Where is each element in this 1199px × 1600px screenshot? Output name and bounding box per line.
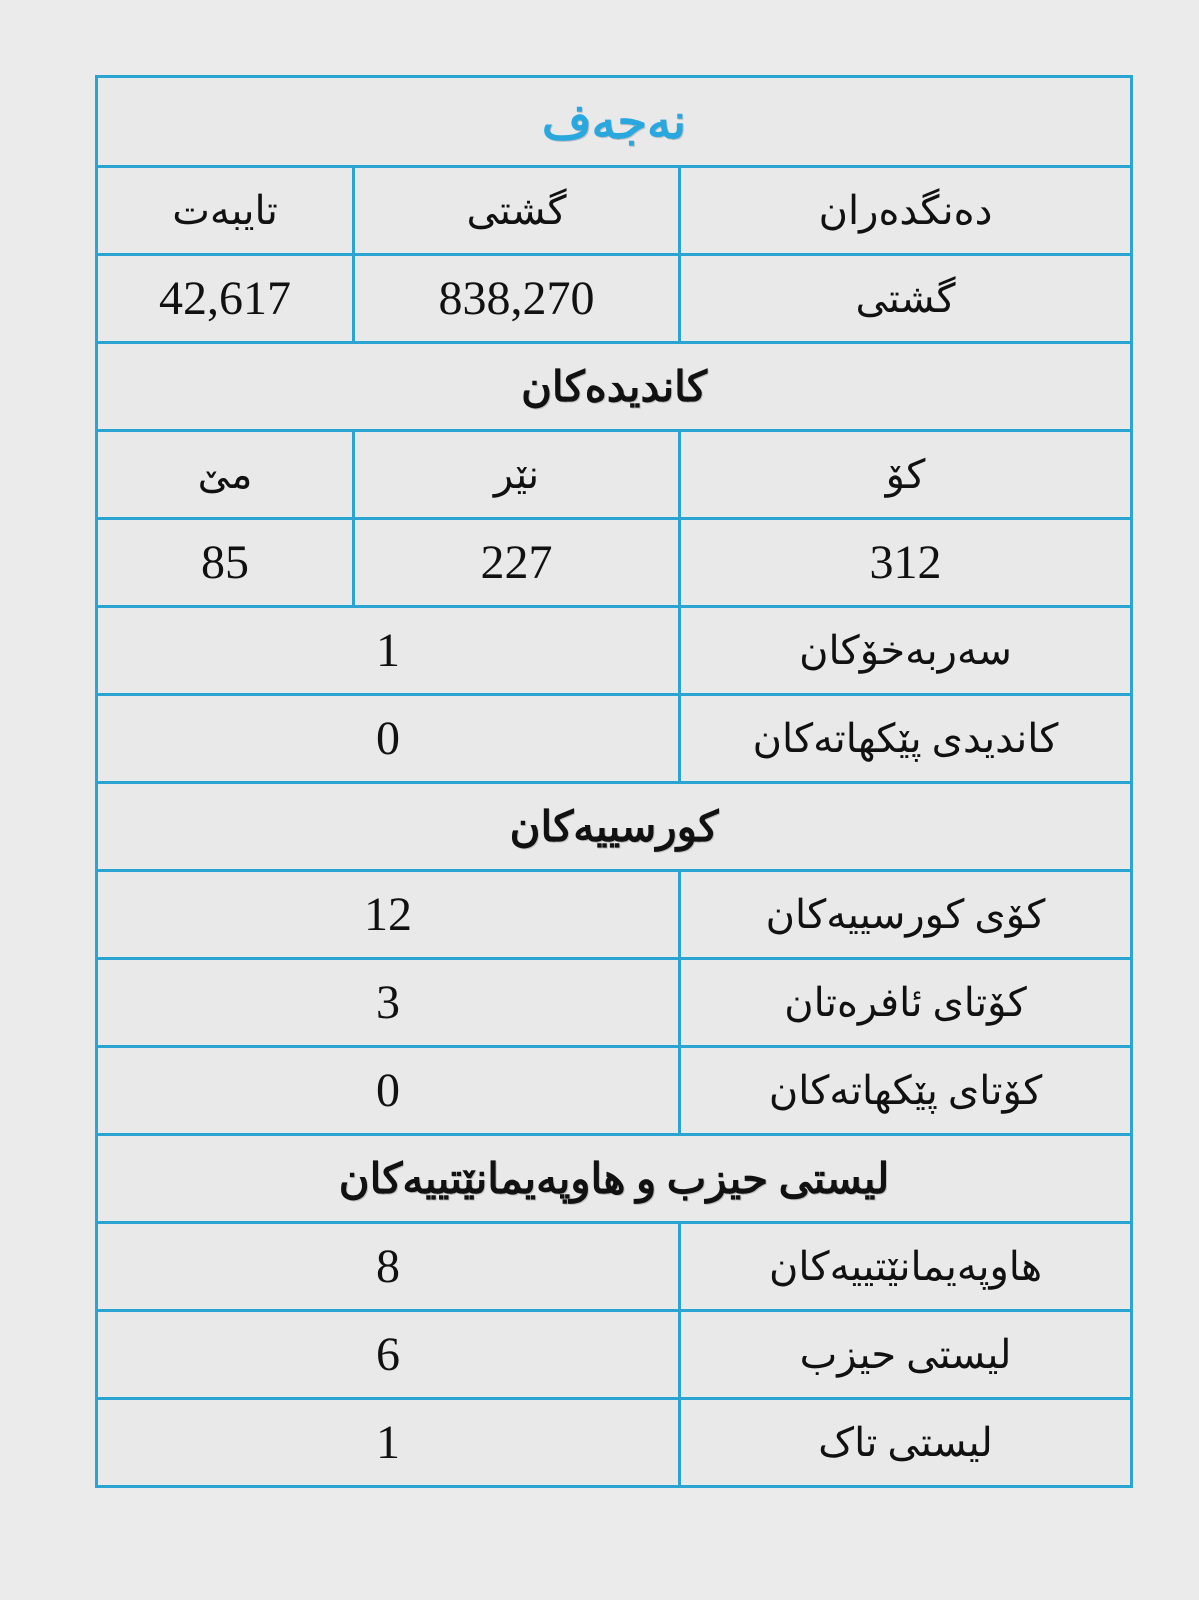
seats-section-title: کورسییەکان <box>97 783 1132 871</box>
independents-label: سەربەخۆکان <box>680 607 1132 695</box>
candidates-section-title: کاندیدەکان <box>97 343 1132 431</box>
party-lists-label: لیستی حیزب <box>680 1311 1132 1399</box>
general-column-header: گشتی <box>354 167 680 255</box>
total-seats-value: 12 <box>97 871 680 959</box>
najaf-results-table <box>95 75 1133 1488</box>
single-lists-value: 1 <box>97 1399 680 1487</box>
independents-row <box>97 607 1132 695</box>
results-table-container <box>95 75 1133 1488</box>
women-quota-label: کۆتای ئافرەتان <box>680 959 1132 1047</box>
voters-private-value: 42,617 <box>97 255 354 343</box>
voters-data-row <box>97 255 1132 343</box>
candidates-data-row <box>97 519 1132 607</box>
private-column-header: تایبەت <box>97 167 354 255</box>
candidates-male-value: 227 <box>354 519 680 607</box>
total-column-header: کۆ <box>680 431 1132 519</box>
male-column-header: نێر <box>354 431 680 519</box>
total-seats-row <box>97 871 1132 959</box>
candidates-section-row <box>97 343 1132 431</box>
candidates-total-value: 312 <box>680 519 1132 607</box>
candidates-female-value: 85 <box>97 519 354 607</box>
component-candidates-label: کاندیدی پێکهاتەکان <box>680 695 1132 783</box>
lists-section-title: لیستی حیزب و هاوپەیمانێتییەکان <box>97 1135 1132 1223</box>
voters-row-label: گشتی <box>680 255 1132 343</box>
alliances-value: 8 <box>97 1223 680 1311</box>
components-quota-label: کۆتای پێکهاتەکان <box>680 1047 1132 1135</box>
candidates-header-row <box>97 431 1132 519</box>
female-column-header: مێ <box>97 431 354 519</box>
party-lists-value: 6 <box>97 1311 680 1399</box>
component-candidates-row <box>97 695 1132 783</box>
single-lists-label: لیستی تاک <box>680 1399 1132 1487</box>
women-quota-row <box>97 959 1132 1047</box>
component-candidates-value: 0 <box>97 695 680 783</box>
independents-value: 1 <box>97 607 680 695</box>
voters-header-row <box>97 167 1132 255</box>
title-row <box>97 77 1132 167</box>
lists-section-row <box>97 1135 1132 1223</box>
women-quota-value: 3 <box>97 959 680 1047</box>
single-lists-row <box>97 1399 1132 1487</box>
total-seats-label: کۆی کورسییەکان <box>680 871 1132 959</box>
seats-section-row <box>97 783 1132 871</box>
page-title: نەجەف <box>97 77 1132 167</box>
components-quota-value: 0 <box>97 1047 680 1135</box>
alliances-row <box>97 1223 1132 1311</box>
voters-general-value: 838,270 <box>354 255 680 343</box>
voters-column-header: دەنگدەران <box>680 167 1132 255</box>
alliances-label: هاوپەیمانێتییەکان <box>680 1223 1132 1311</box>
party-lists-row <box>97 1311 1132 1399</box>
components-quota-row <box>97 1047 1132 1135</box>
